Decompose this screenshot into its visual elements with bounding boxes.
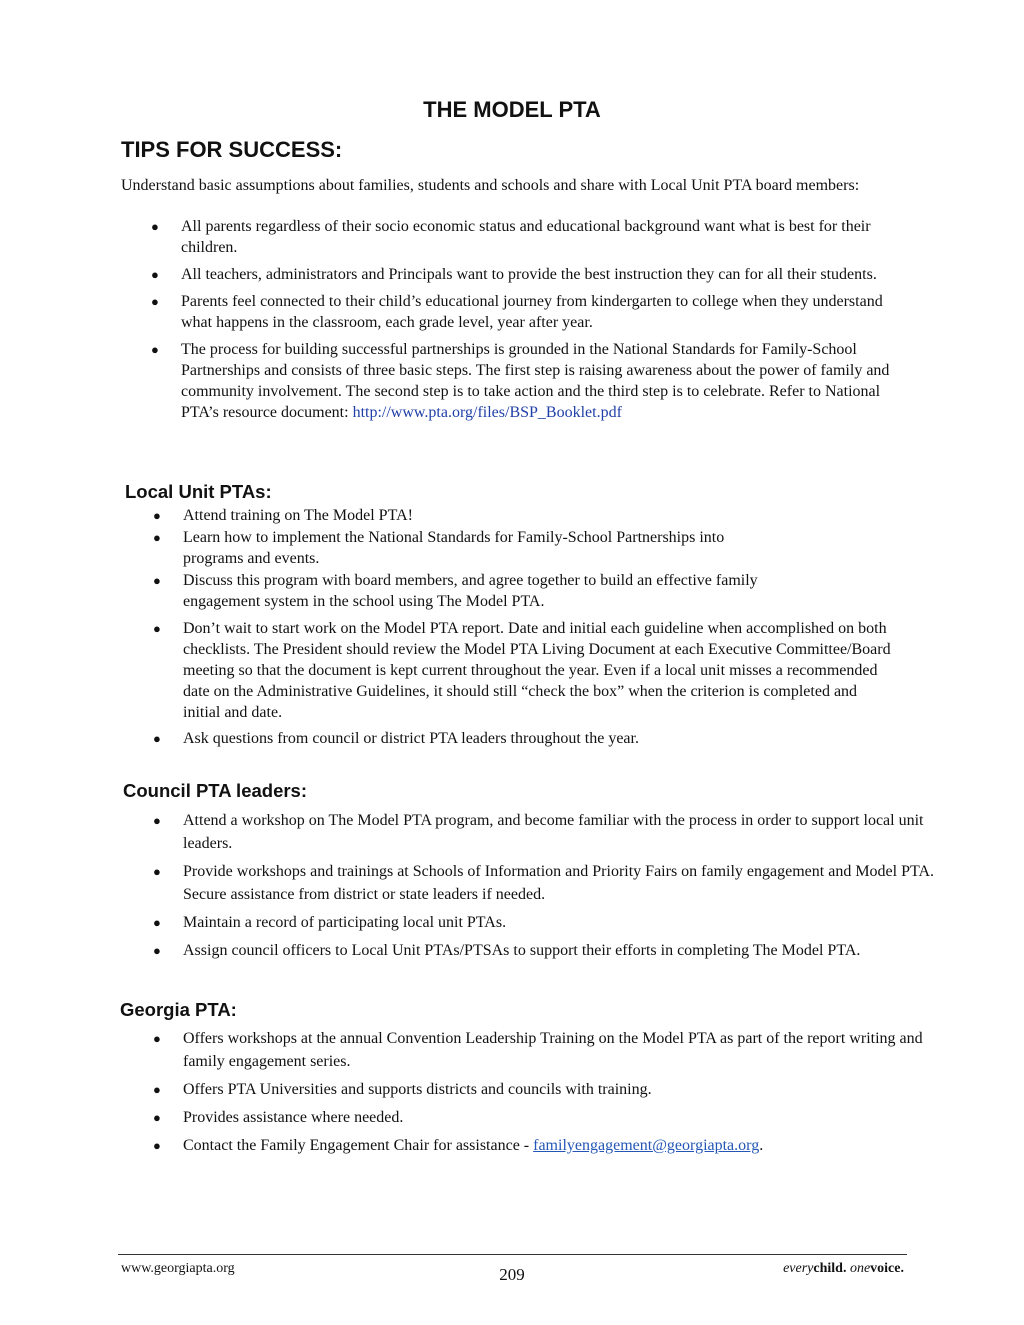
council-bullet-2: Provide workshops and trainings at Schools of Information and Priority Fairs on family engagement and Model PTA. Secure assistance from district or state leaders if needed.	[183, 863, 935, 903]
footer-slogan	[783, 1261, 904, 1277]
tips-list	[151, 216, 893, 423]
slogan-voice: voice.	[870, 1261, 904, 1276]
local-unit-list	[153, 505, 895, 749]
local-bullet-3: Discuss this program with board members, and agree together to build an effective family engagement system in the school using The Model PTA.	[183, 572, 758, 610]
georgia-list	[153, 1027, 933, 1157]
list-item	[153, 1106, 933, 1129]
footer-website: www.georgiapta.org	[121, 1261, 235, 1276]
bullet-icon: ●	[153, 508, 161, 523]
bullet-icon: ●	[153, 915, 161, 930]
contact-suffix: .	[759, 1137, 764, 1154]
slogan-child: child.	[813, 1261, 847, 1276]
bullet-icon: ●	[153, 1110, 161, 1125]
list-item	[153, 728, 895, 749]
page-number: 209	[499, 1265, 525, 1284]
bullet-icon: ●	[153, 530, 161, 545]
list-item	[153, 505, 895, 526]
tips-bullet-1: All parents regardless of their socio economic status and educational background want what is best for their children.	[181, 218, 871, 256]
list-item	[153, 939, 943, 962]
local-bullet-1: Attend training on The Model PTA!	[183, 507, 413, 524]
bullet-icon: ●	[153, 1031, 161, 1046]
bullet-icon: ●	[151, 267, 159, 282]
tips-bullet-3: Parents feel connected to their child’s educational journey from kindergarten to college when they understand what happens in the classroom, each grade level, year after year.	[181, 293, 883, 331]
council-bullet-4: Assign council officers to Local Unit PTAs/PTSAs to support their efforts in completing The Model PTA.	[183, 942, 861, 959]
slogan-one: one	[849, 1261, 871, 1276]
local-bullet-4: Don’t wait to start work on the Model PTA report. Date and initial each guideline when accomplished on both checklists. The President should review the Model PTA Living Document at each Executive Committee/Board meeting so that the document is kept current throughout the year. Even if a local unit misses a recommended date on the Administrative Guidelines, it should still “check the box” when the criterion is completed and initial and date.	[183, 620, 891, 721]
local-bullet-2: Learn how to implement the National Standards for Family-School Partnerships into programs and events.	[183, 529, 725, 567]
contact-email-link[interactable]: familyengagement@georgiapta.org	[533, 1137, 760, 1154]
footer-divider	[118, 1254, 907, 1255]
list-item	[153, 809, 943, 855]
list-item	[153, 1078, 933, 1101]
list-item	[151, 216, 893, 258]
resource-link[interactable]: http://www.pta.org/files/BSP_Booklet.pdf	[352, 404, 622, 421]
list-item	[151, 291, 893, 333]
council-bullet-1: Attend a workshop on The Model PTA program, and become familiar with the process in order to support local unit leaders.	[183, 812, 924, 852]
tips-bullet-4: The process for building successful partnerships is grounded in the National Standards for Family-School Partnerships and consists of three basic steps. The first step is raising awareness about the power of family and community involvement. The second step is to take action and the third step is to celebrate. Refer to National PTA’s resource document:	[181, 341, 890, 421]
council-list	[153, 809, 943, 962]
council-heading: Council PTA leaders:	[123, 780, 308, 801]
bullet-icon: ●	[153, 621, 161, 636]
bullet-icon: ●	[151, 219, 159, 234]
tips-heading: TIPS FOR SUCCESS:	[121, 137, 343, 162]
list-item	[153, 911, 943, 934]
list-item	[153, 618, 895, 723]
bullet-icon: ●	[151, 342, 159, 357]
bullet-icon: ●	[153, 943, 161, 958]
bullet-icon: ●	[153, 731, 161, 746]
bullet-icon: ●	[153, 573, 161, 588]
georgia-bullet-2: Offers PTA Universities and supports districts and councils with training.	[183, 1081, 652, 1098]
georgia-bullet-3: Provides assistance where needed.	[183, 1109, 404, 1126]
slogan-every: every	[783, 1261, 814, 1276]
list-item	[153, 1027, 933, 1073]
bullet-icon: ●	[153, 1138, 161, 1153]
list-item	[153, 527, 783, 569]
georgia-bullet-4: Contact the Family Engagement Chair for assistance -	[183, 1137, 534, 1154]
page-title: THE MODEL PTA	[423, 97, 601, 122]
list-item	[153, 570, 823, 612]
tips-intro: Understand basic assumptions about families, students and schools and share with Local Unit PTA board members:	[121, 177, 860, 194]
georgia-heading: Georgia PTA:	[120, 999, 237, 1020]
council-bullet-3: Maintain a record of participating local unit PTAs.	[183, 914, 507, 931]
bullet-icon: ●	[153, 1082, 161, 1097]
list-item	[153, 860, 943, 906]
local-unit-heading: Local Unit PTAs:	[125, 481, 272, 502]
georgia-bullet-1: Offers workshops at the annual Convention Leadership Training on the Model PTA as part of the report writing and family engagement series.	[183, 1030, 923, 1070]
bullet-icon: ●	[153, 813, 161, 828]
tips-bullet-2: All teachers, administrators and Principals want to provide the best instruction they can for all their students.	[181, 266, 877, 283]
list-item	[151, 264, 893, 285]
list-item	[151, 339, 893, 423]
bullet-icon: ●	[151, 294, 159, 309]
bullet-icon: ●	[153, 864, 161, 879]
local-bullet-5: Ask questions from council or district PTA leaders throughout the year.	[183, 730, 639, 747]
list-item	[153, 1134, 933, 1157]
